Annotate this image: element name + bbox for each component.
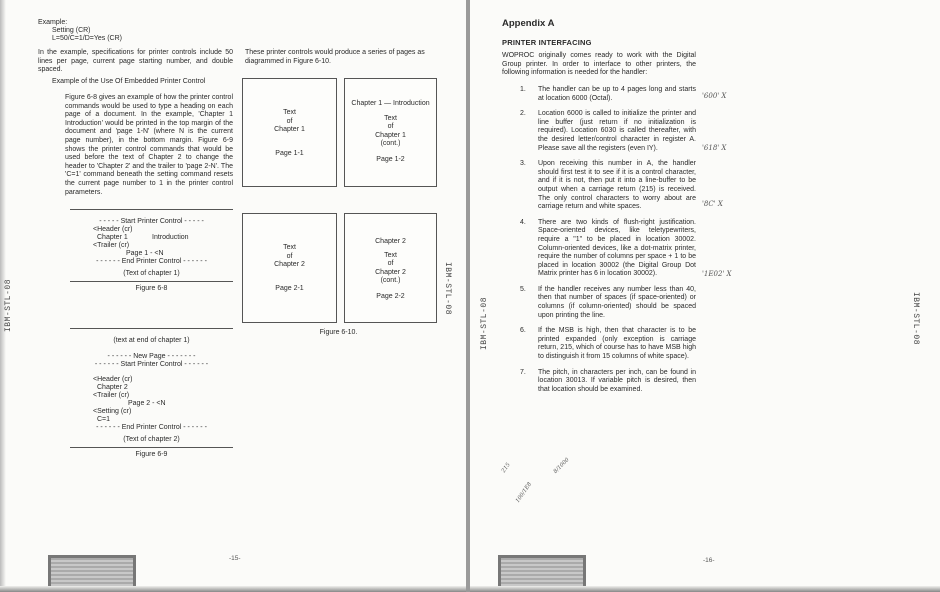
- figure-rule: [70, 447, 233, 448]
- page-header: Chapter 2: [375, 238, 406, 245]
- body-paragraph: Figure 6-8 gives an example of how the printer control commands would be used to type a heading on each page of a document. In the example, 'Chapter 1 Introduction' would be printed in the top margin of the document and 'page 1-N' (where N is the current page number), in the bottom margin. Figure 6-9 shows the printer control commands that would be used before the text of Chapter 2 to change the header to 'Chapter 2' and the trailer to 'page 2-N'. The 'C=1' command beneath the setting command resets the current page number to 1 in the printer control parameters.: [65, 94, 233, 196]
- page-number: -15-: [229, 555, 241, 562]
- fig-6-8-line: <Trailer (cr): [93, 242, 130, 249]
- gutter-label: IBM-STL-08: [480, 296, 489, 350]
- page-footer: Page 1-2: [376, 155, 405, 163]
- list-item: [520, 286, 696, 320]
- fig-6-9-line: - - - - - - Start Printer Control - - - - - -: [94, 361, 209, 368]
- page-title: Appendix A: [502, 18, 555, 29]
- item-number: 7.: [520, 368, 526, 376]
- handwritten-note: 100/1E8: [514, 481, 534, 505]
- gutter-label: IBM-STL-08: [443, 262, 452, 316]
- fig-6-8-line: (Text of chapter 1): [123, 270, 180, 277]
- item-number: 3.: [520, 160, 526, 168]
- page-header: Chapter 1 — Introduction: [351, 100, 430, 107]
- page-text: Text: [283, 244, 296, 251]
- fig-6-9-line: <Setting (cr): [93, 408, 132, 415]
- requirements-list: [520, 86, 696, 401]
- diagram-page-1-2: [344, 78, 437, 187]
- fig-6-8-line: <Header (cr): [93, 226, 133, 233]
- example-line: Setting (CR): [52, 27, 91, 34]
- item-number: 2.: [520, 110, 526, 118]
- diagram-page-2-1: [242, 213, 337, 323]
- page-text: Chapter 1: [274, 126, 305, 134]
- item-number: 1.: [520, 86, 526, 93]
- figure-caption: Figure 6-9: [135, 451, 168, 458]
- fig-6-8-line: Introduction: [152, 234, 189, 241]
- fig-6-8-line: Chapter 1: [97, 234, 128, 241]
- page-text: of: [286, 252, 293, 260]
- side-label: IBM-STL-08: [4, 278, 13, 332]
- section-heading: PRINTER INTERFACING: [502, 38, 592, 47]
- handwritten-note: '1E02' X: [702, 270, 732, 278]
- diagram-page-1-1: [242, 78, 337, 187]
- fig-6-9-line: - - - - - - End Printer Control - - - - - -: [96, 424, 207, 431]
- page-text: (cont.): [380, 140, 401, 148]
- fig-6-9-line: (Text of chapter 2): [123, 436, 180, 443]
- example-label: Example:: [38, 19, 68, 26]
- figure-rule: [70, 328, 233, 329]
- fig-6-9-line: (text at end of chapter 1): [113, 337, 190, 344]
- item-text: There are two kinds of flush-right justification. Space-oriented devices, like teletypewriters, require a "1" to be placed in location 30002. Column-oriented devices, like a dot-matrix printer, require the number of columns per space + 1 to be placed in location 30002 (the Digital Group Dot Matrix printer has 6 in location 30002).: [538, 218, 696, 278]
- figure-rule: [70, 209, 233, 210]
- item-number: 4.: [520, 218, 526, 226]
- right-col-intro: These printer controls would produce a series of pages as diagrammed in Figure 6-10.: [245, 49, 425, 65]
- diagram-page-2-2: [344, 213, 437, 323]
- page-text: of: [387, 123, 394, 131]
- page-text: Text: [283, 109, 296, 116]
- fig-6-9-line: Chapter 2: [97, 384, 128, 391]
- right-page: [470, 0, 940, 592]
- list-item: [520, 219, 696, 279]
- left-page: [0, 0, 466, 592]
- page-footer: Page 2-1: [275, 284, 304, 292]
- page-text: Chapter 2: [375, 268, 406, 276]
- item-text: If the handler receives any number less than 40, then that number of spaces (if space-oriented) or columns (if column-oriented) should be spaced upon printing the line.: [538, 285, 696, 319]
- subheading: Example of the Use Of Embedded Printer Control: [52, 78, 206, 85]
- side-label: IBM-STL-08: [911, 292, 920, 346]
- scan-edge: [0, 586, 466, 592]
- example-line: L=50/C=1/D=Yes (CR): [52, 35, 122, 42]
- fig-6-8-line: - - - - - Start Printer Control - - - - -: [99, 218, 204, 225]
- scan-edge: [470, 586, 940, 592]
- fig-6-8-line: - - - - - - End Printer Control - - - - - -: [96, 258, 207, 265]
- page-text: Chapter 1: [375, 131, 406, 139]
- item-number: 6.: [520, 327, 526, 335]
- fig-6-9-line: <Header (cr): [93, 376, 133, 383]
- fig-6-9-line: - - - - - - New Page - - - - - - -: [107, 353, 196, 360]
- figure-caption: Figure 6-8: [135, 285, 168, 292]
- page-text: Text: [384, 114, 397, 122]
- page-text: of: [286, 117, 293, 125]
- page-text: of: [387, 260, 394, 268]
- item-text: If the MSB is high, then that character is to be printed expanded (only exception is carriage return, 215, which of course has to have MSB high to distinguish it from 15 columns of white space).: [538, 327, 696, 361]
- list-item: [520, 369, 696, 395]
- figure-caption: Figure 6-10.: [319, 329, 358, 336]
- item-number: 5.: [520, 285, 526, 293]
- figure-rule: [70, 281, 233, 282]
- handwritten-note: '600' X: [702, 92, 727, 100]
- item-text: The pitch, in characters per inch, can be found in location 30013. If variable pitch is desired, then that location should be examined.: [538, 368, 696, 393]
- item-text: The handler can be up to 4 pages long and starts at location 6000 (Octal).: [538, 86, 696, 102]
- handwritten-note: '618' X: [702, 144, 727, 152]
- page-text: Chapter 2: [274, 261, 305, 269]
- list-item: [520, 110, 696, 153]
- fig-6-9-line: Page 2 - <N: [128, 400, 166, 407]
- list-item: [520, 160, 696, 212]
- fig-6-9-line: <Trailer (cr): [93, 392, 130, 399]
- page-text: Text: [384, 251, 397, 259]
- list-item: [520, 327, 696, 361]
- intro-paragraph: WOPROC originally comes ready to work with the Digital Group printer. In order to interface to other printers, the following information is needed for the handler:: [502, 52, 696, 77]
- handwritten-note: 8/1000: [552, 457, 571, 475]
- item-text: Location 6000 is called to initialize the printer and line buffer (just return if no initialization is required). Location 6030 is called thereafter, with the desired letter/control character in register A. Please save all the registers (even IY).: [538, 110, 696, 152]
- page-footer: Page 1-1: [275, 149, 304, 157]
- intro-paragraph: In the example, specifications for printer controls include 50 lines per page, current page starting number, and double spaced.: [38, 49, 233, 74]
- item-text: Upon receiving this number in A, the handler should first test it to see if it is a control character, and if it is not, then put it into a line-buffer to be output when a carriage return (215) is received. The only control characters to worry about are carriage return and white spaces.: [538, 160, 696, 211]
- fig-6-9-line: C=1: [97, 416, 111, 423]
- handwritten-note: 215: [500, 461, 512, 475]
- fig-6-8-line: Page 1 - <N: [126, 250, 164, 257]
- page-footer: Page 2-2: [376, 292, 405, 300]
- page-number: -16-: [703, 557, 715, 564]
- list-item: [520, 86, 696, 103]
- handwritten-note: '8C' X: [702, 200, 723, 208]
- page-text: (cont.): [380, 277, 401, 285]
